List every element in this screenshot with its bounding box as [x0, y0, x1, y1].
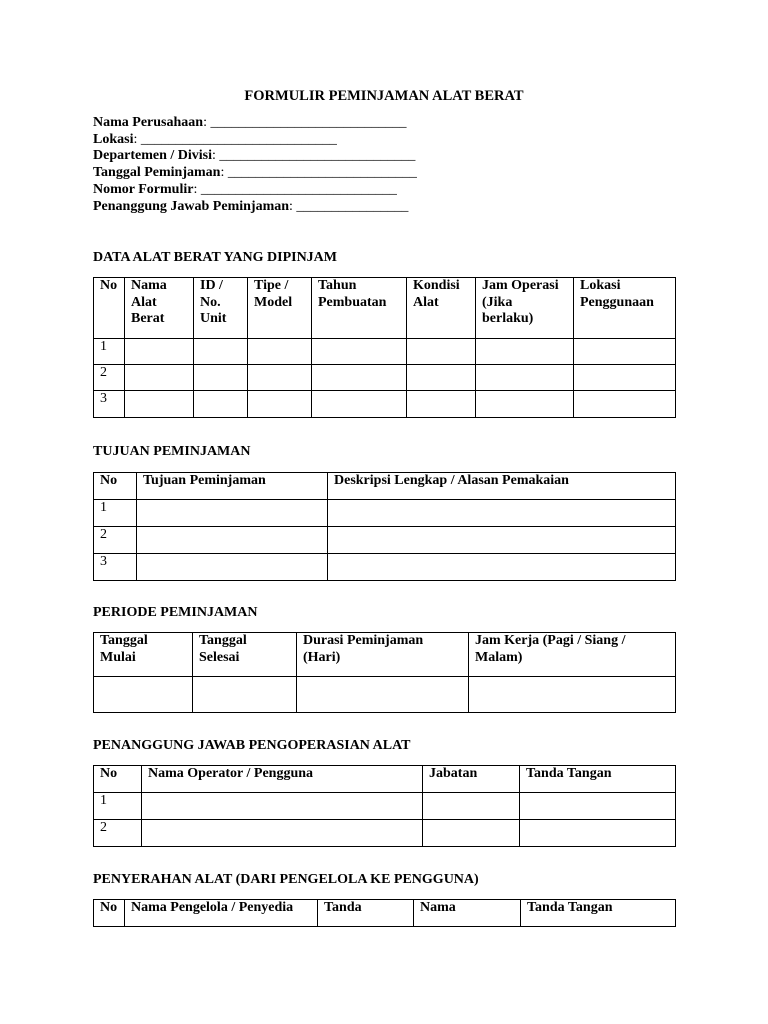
form-title: FORMULIR PEMINJAMAN ALAT BERAT: [244, 88, 524, 104]
row-number: 2: [94, 365, 125, 391]
field-label: Lokasi: [93, 131, 134, 147]
header-cell: Tahun Pembuatan: [312, 278, 407, 339]
input-cell[interactable]: [312, 391, 407, 418]
header-cell: Lokasi Penggunaan: [574, 278, 676, 339]
header-cell: Durasi Peminjaman (Hari): [297, 633, 469, 677]
input-cell[interactable]: [328, 527, 676, 554]
row-number: 1: [94, 500, 137, 527]
table-periode: [93, 632, 676, 713]
field-label: Nomor Formulir: [93, 181, 194, 197]
input-cell[interactable]: [520, 793, 676, 820]
row-number: 1: [94, 793, 142, 820]
header-cell: Tanggal Mulai: [94, 633, 193, 677]
field-blank[interactable]: : ____________________________: [211, 148, 416, 164]
section-title-tujuan: TUJUAN PEMINJAMAN: [93, 444, 251, 459]
table-penyerahan: [93, 899, 676, 927]
header-cell: Nama Pengelola / Penyedia: [125, 900, 318, 927]
field-label: Tanggal Peminjaman: [93, 165, 221, 181]
header-cell: Tanda Tangan: [521, 900, 676, 927]
section-title-alat: DATA ALAT BERAT YANG DIPINJAM: [93, 250, 338, 265]
section-title-operator: PENANGGUNG JAWAB PENGOPERASIAN ALAT: [93, 738, 411, 753]
row-number: 2: [94, 527, 137, 554]
header-cell: Nama Alat Berat: [125, 278, 194, 339]
input-cell[interactable]: [297, 677, 469, 713]
field-departemen: [93, 148, 417, 165]
input-cell[interactable]: [142, 820, 423, 847]
table-row: [94, 339, 676, 365]
header-cell: Jam Kerja (Pagi / Siang / Malam): [469, 633, 676, 677]
input-cell[interactable]: [328, 500, 676, 527]
field-penanggung-jawab: [93, 199, 417, 216]
row-number: 2: [94, 820, 142, 847]
input-cell[interactable]: [125, 391, 194, 418]
header-cell: No: [94, 473, 137, 500]
row-number: 3: [94, 391, 125, 418]
field-nomor-formulir: [93, 182, 417, 199]
table-header-row: [94, 766, 676, 793]
table-alat: [93, 277, 676, 418]
input-cell[interactable]: [137, 500, 328, 527]
section-title-periode: PERIODE PEMINJAMAN: [93, 605, 258, 620]
input-cell[interactable]: [328, 554, 676, 581]
table-header-row: [94, 278, 676, 339]
header-cell: Tanggal Selesai: [193, 633, 297, 677]
input-cell[interactable]: [193, 677, 297, 713]
input-cell[interactable]: [194, 365, 248, 391]
header-cell: Jam Operasi (Jika berlaku): [476, 278, 574, 339]
table-row: [94, 500, 676, 527]
input-cell[interactable]: [137, 527, 328, 554]
table-row: [94, 391, 676, 418]
table-header-row: [94, 900, 676, 927]
header-cell: Nama: [414, 900, 521, 927]
header-cell: Nama Operator / Pengguna: [142, 766, 423, 793]
field-tanggal-peminjaman: [93, 165, 417, 182]
field-label: Nama Perusahaan: [93, 115, 204, 130]
field-nama-perusahaan: [93, 115, 417, 132]
input-cell[interactable]: [574, 339, 676, 365]
table-tujuan: [93, 472, 676, 581]
header-cell: Jabatan: [423, 766, 520, 793]
input-cell[interactable]: [423, 793, 520, 820]
input-cell[interactable]: [125, 365, 194, 391]
field-blank[interactable]: : ____________________________: [203, 115, 407, 130]
input-cell[interactable]: [574, 365, 676, 391]
table-row: [94, 677, 676, 713]
table-row: [94, 365, 676, 391]
input-cell[interactable]: [312, 365, 407, 391]
table-row: [94, 554, 676, 581]
input-cell[interactable]: [407, 365, 476, 391]
field-label: Departemen / Divisi: [93, 148, 212, 164]
header-cell: No: [94, 900, 125, 927]
input-cell[interactable]: [194, 391, 248, 418]
table-row: [94, 793, 676, 820]
header-cell: ID / No. Unit: [194, 278, 248, 339]
input-cell[interactable]: [574, 391, 676, 418]
header-cell: Tipe / Model: [248, 278, 312, 339]
header-cell: No: [94, 766, 142, 793]
input-cell[interactable]: [125, 339, 194, 365]
input-cell[interactable]: [248, 339, 312, 365]
table-header-row: [94, 633, 676, 677]
field-lokasi: [93, 132, 417, 149]
header-cell: Kondisi Alat: [407, 278, 476, 339]
input-cell[interactable]: [520, 820, 676, 847]
input-cell[interactable]: [407, 339, 476, 365]
header-cell: Tanda Tangan: [520, 766, 676, 793]
input-cell[interactable]: [476, 365, 574, 391]
input-cell[interactable]: [312, 339, 407, 365]
header-fields: [93, 115, 417, 215]
table-operator: [93, 765, 676, 847]
input-cell[interactable]: [476, 339, 574, 365]
row-number: 3: [94, 554, 137, 581]
input-cell[interactable]: [248, 391, 312, 418]
field-blank[interactable]: : ____________________________: [193, 181, 397, 197]
field-blank[interactable]: : ________________: [289, 198, 409, 214]
field-label: Penanggung Jawab Peminjaman: [93, 198, 290, 214]
input-cell[interactable]: [423, 820, 520, 847]
input-cell[interactable]: [407, 391, 476, 418]
table-row: [94, 527, 676, 554]
table-header-row: [94, 473, 676, 500]
input-cell[interactable]: [137, 554, 328, 581]
header-cell: No: [94, 278, 125, 339]
input-cell[interactable]: [248, 365, 312, 391]
field-blank[interactable]: : ___________________________: [220, 165, 417, 181]
row-number: 1: [94, 339, 125, 365]
input-cell[interactable]: [94, 677, 193, 713]
header-cell: Tujuan Peminjaman: [137, 473, 328, 500]
input-cell[interactable]: [469, 677, 676, 713]
section-title-penyerahan: PENYERAHAN ALAT (DARI PENGELOLA KE PENGGUNA): [93, 872, 479, 887]
input-cell[interactable]: [142, 793, 423, 820]
input-cell[interactable]: [476, 391, 574, 418]
header-cell: Tanda: [318, 900, 414, 927]
table-row: [94, 820, 676, 847]
header-cell: Deskripsi Lengkap / Alasan Pemakaian: [328, 473, 676, 500]
input-cell[interactable]: [194, 339, 248, 365]
field-blank[interactable]: : ____________________________: [133, 131, 337, 147]
